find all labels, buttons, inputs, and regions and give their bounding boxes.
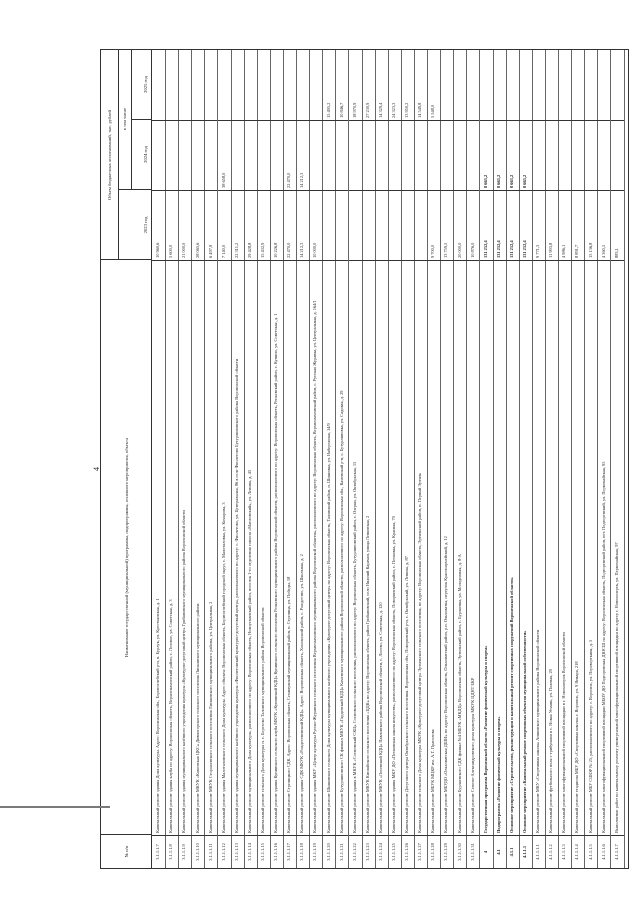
row-value-2023: 9 700,0 bbox=[427, 190, 440, 260]
row-value-2025 bbox=[519, 50, 532, 120]
table-row bbox=[165, 50, 179, 868]
row-value-2025 bbox=[178, 50, 191, 120]
row-name: Капитальный ремонт МБУК МЦКР им. А.Т. Прасолова bbox=[427, 260, 440, 835]
row-name: Капитальный ремонт здания МКУ ДО «Песковская школа искусств», расположенного по адресу: Воронежская область, Поворинский район, с. Песковка, ул. Красная, 70 bbox=[388, 260, 401, 835]
row-value-2023 bbox=[349, 190, 362, 260]
row-value-2025 bbox=[244, 50, 257, 120]
row-value-2024 bbox=[611, 120, 624, 190]
row-number: 3.1.1.1.15 bbox=[257, 835, 270, 868]
row-value-2023: 9 771,3 bbox=[532, 190, 545, 260]
row-value-2025: 14 329,4 bbox=[377, 102, 383, 118]
table-row bbox=[427, 50, 441, 868]
row-name: Государственная программа Воронежской области «Развитие физической культуры и спорта» bbox=[480, 260, 493, 835]
row-value-2025 bbox=[204, 50, 217, 120]
row-value-2025 bbox=[545, 50, 558, 120]
table-row bbox=[466, 50, 480, 868]
row-number: 3.1.1.1.23 bbox=[362, 835, 375, 868]
row-name: Основное мероприятие «Капитальный ремонт спортивных объектов муниципальной собственности» bbox=[519, 260, 532, 835]
row-name: Капитальный ремонт здания клуба по адресу: Воронежская область, Верхнемамонский район, с. Лозовое, ул. Советская, д. 3 bbox=[165, 260, 178, 835]
row-number: 3.1.1.1.7 bbox=[152, 835, 165, 868]
table-row bbox=[545, 50, 559, 868]
table-row bbox=[283, 50, 297, 868]
row-value-2025 bbox=[440, 50, 453, 120]
row-name: Капитальный ремонт Семено-Александровского дома культуры МКУК ЦДНТ БКР bbox=[466, 260, 479, 835]
row-number: 3.1.1.1.14 bbox=[244, 835, 257, 868]
row-value-2024: 8 663,2 bbox=[519, 120, 532, 190]
table-row bbox=[519, 50, 533, 868]
row-name: Капитальный ремонт МКУК Сторожевского сельского поселения Лискинского муниципального района, ул. Центральная, 2 bbox=[204, 260, 217, 835]
header-name: Наименование государственной (муниципальной) программы, подпрограммы, основного мероприятия, объекта bbox=[101, 259, 151, 835]
row-number: 3.1.1.1.8 bbox=[165, 835, 178, 868]
row-number: 3.1.1.1.17 bbox=[283, 835, 296, 868]
row-value-2024 bbox=[532, 120, 545, 190]
table-row bbox=[296, 50, 310, 868]
row-value-2024 bbox=[388, 120, 401, 190]
table-row bbox=[322, 50, 336, 868]
table-row bbox=[506, 50, 520, 868]
row-value-2024 bbox=[558, 120, 571, 190]
table-row bbox=[178, 50, 192, 868]
row-value-2023: 131 252,4 bbox=[506, 190, 519, 260]
table-row bbox=[191, 50, 205, 868]
row-name: Капитальный ремонт Бутурлиновского СК филиал МКУК «Гарденский КДЦ» Каменского муниципального района Воронежской области, расположенного по адресу: Воронежская обл., Каменский р-н, с. Бутурлиновка, ул. Садовая, д. 29 bbox=[335, 260, 348, 835]
row-value-2025 bbox=[597, 50, 610, 120]
row-value-2024 bbox=[453, 120, 466, 190]
row-value-2023: 6 497,9 bbox=[204, 190, 217, 260]
row-value-2024 bbox=[362, 120, 375, 190]
table-row bbox=[231, 50, 245, 868]
row-name: Капитальный ремонт Стрелицкого СДК. Адрес: Воронежская область, Семилукский муниципальный район, п. Стрелица, ул. Победы, 18 bbox=[283, 260, 296, 835]
row-name: Капитальный ремонт МБУ СШОР № 25, расположенного по адресу: г. Воронеж, ул. Переверткина, д. 5 bbox=[584, 260, 597, 835]
row-value-2024 bbox=[571, 120, 584, 190]
row-number: 3.1.1.1.11 bbox=[204, 835, 217, 868]
table-row bbox=[611, 50, 625, 868]
row-value-2025 bbox=[480, 50, 493, 120]
row-value-2025 bbox=[296, 50, 309, 120]
rotated-content bbox=[88, 49, 628, 869]
row-value-2023: 20 000,0 bbox=[453, 190, 466, 260]
row-value-2024: 8 663,2 bbox=[480, 120, 493, 190]
table-row bbox=[414, 50, 428, 868]
table-row bbox=[493, 50, 507, 868]
row-value-2023: 22 470,0 bbox=[283, 190, 296, 260]
row-value-2025 bbox=[218, 50, 231, 120]
row-name: Капитальный ремонт многофункциональной спортивной площадки в г. Новохоперск Воронежской области bbox=[558, 260, 571, 835]
row-value-2023: 131 252,4 bbox=[493, 190, 506, 260]
budget-table bbox=[100, 49, 629, 869]
row-number: 3.1.1.1.20 bbox=[322, 835, 335, 868]
row-number: 3.1.1.1.18 bbox=[296, 835, 309, 868]
row-number: 3.1.1.1.16 bbox=[270, 835, 283, 868]
row-value-2024 bbox=[440, 120, 453, 190]
row-number: 4.1.1.1 bbox=[519, 835, 532, 868]
row-number: 4.1.1.1.6 bbox=[597, 835, 610, 868]
row-number: 3.1.1.1.10 bbox=[191, 835, 204, 868]
row-value-2025 bbox=[571, 50, 584, 120]
header-year-2024: 2024 год bbox=[131, 120, 151, 190]
row-number: 3.1.1.1.19 bbox=[309, 835, 322, 868]
row-value-2025 bbox=[453, 50, 466, 120]
row-value-2025: 15 495,2 bbox=[325, 102, 331, 118]
row-value-2023: 7 140,0 bbox=[218, 190, 231, 260]
header-year-2025: 2025 год bbox=[131, 50, 151, 120]
row-value-2025 bbox=[493, 50, 506, 120]
row-value-2023: 10 960,6 bbox=[152, 190, 165, 260]
table-row bbox=[388, 50, 402, 868]
row-name: Выполнение работ по капитальному ремонту универсальной многофункциональной спортивной площадки по адресу г. Новохоперск, ул. Первомайская, 97 bbox=[611, 260, 624, 835]
row-number: 3.1.1.1.13 bbox=[231, 835, 244, 868]
row-value-2023: 131 252,4 bbox=[519, 190, 532, 260]
row-number: 3.1.1.1.31 bbox=[466, 835, 479, 868]
row-value-2024 bbox=[257, 120, 270, 190]
row-name: Капитальный ремонт МКУ «Спортивная школа» Аннинского муниципального района Воронежской области bbox=[532, 260, 545, 835]
row-number: 3.1.1.1.28 bbox=[427, 835, 440, 868]
row-value-2025 bbox=[152, 50, 165, 120]
row-name: Капитальный ремонт здания Дома культуры. Адрес: Воронежская обл., Борисоглебский р-н, п. Бурлук, ул. Крестьянская, д. 1 bbox=[152, 260, 165, 835]
row-number: 3.1.1.1.27 bbox=[414, 835, 427, 868]
row-name: Капитальный ремонт муниципального Дома культуры, расположенного по адресу: Воронежская область, Новоусманский район, поселок 1-го отделения совхоза «Масловский», ул. Ленина, д. 43 bbox=[244, 260, 257, 835]
table-row bbox=[309, 50, 323, 868]
row-value-2024 bbox=[375, 120, 388, 190]
row-value-2025 bbox=[506, 50, 519, 120]
row-value-2023: 4 986,1 bbox=[558, 190, 571, 260]
row-value-2024: 22 470,0 bbox=[283, 120, 296, 190]
row-value-2023: 5 600,0 bbox=[165, 190, 178, 260]
row-value-2023: 14 212,3 bbox=[296, 190, 309, 260]
row-number: 4.1.1.1.3 bbox=[558, 835, 571, 868]
row-value-2025: 10 846,7 bbox=[338, 102, 344, 118]
row-value-2025 bbox=[283, 50, 296, 120]
row-number: 3.1.1.1.22 bbox=[349, 835, 362, 868]
table-row bbox=[152, 50, 166, 868]
row-value-2024 bbox=[427, 120, 440, 190]
table-row bbox=[571, 50, 585, 868]
row-value-2025 bbox=[191, 50, 204, 120]
row-value-2023: 10 876,0 bbox=[466, 190, 479, 260]
row-name: Капитальный ремонт здания Купинского сельского клуба МКУК «Купинский КДЦ» Купинского сельского поселения Репьевского муниципального района Воронежской области, расположенного по адресу: Воронежская область, Репьевский район, с. Купино, ул. Советская, д. 1 bbox=[270, 260, 283, 835]
row-value-2024: 8 663,2 bbox=[493, 120, 506, 190]
table-row bbox=[335, 50, 349, 868]
row-name: Капитальный ремонт здания МКУ «Центр культуры Русско-Журавского сельского поселения Верхнемамонского муниципального района Воронежской области», расположенного по адресу: Воронежская область, Верхнемамонский район, с. Русская Журавка, ул. Центральная, д. 164/1 bbox=[309, 260, 322, 835]
row-name: Капитальный ремонт сельского Дома культуры МКУК «Культурно-досуговый центр» Эртильского сельского поселения, по адресу: Воронежская область, Эртильский район, п. Первый Эртиль bbox=[414, 260, 427, 835]
header-including: в том числе bbox=[118, 49, 132, 190]
row-number: 3.1.1.1.26 bbox=[401, 835, 414, 868]
row-name: Капитальный ремонт Бурляевского СДК филиал №4 МБУК «МКДЦ» Воронежская область, Эртильский район, с. Бурляевка, ул. Молодежная, д. 8-А bbox=[453, 260, 466, 835]
row-name: Капитальный ремонт МКУК «Каменская ЦКС» Дивногорского сельского поселения Лискинского муниципального района bbox=[191, 260, 204, 835]
header-volume: Объем бюджетных ассигнований, тыс. рублей bbox=[101, 50, 119, 260]
table-row bbox=[257, 50, 271, 868]
header-volume-group bbox=[101, 50, 151, 260]
row-value-2023: 11 993,8 bbox=[545, 190, 558, 260]
row-name: Капитальный ремонт Досугового центра Октябрьского сельского поселения. Воронежская обл., Поворинский р-н, с. Октябрьский, ул. Ленина, д. 87 bbox=[401, 260, 414, 835]
row-value-2024 bbox=[309, 120, 322, 190]
row-number: 4 bbox=[480, 835, 493, 868]
row-value-2023 bbox=[375, 190, 388, 260]
table-row bbox=[218, 50, 232, 868]
row-name: Капитальный ремонт здания Малоталовского сельского Дома культуры. Адрес объекта: Воронежская область, Борисоглебский городской округ, с. Малоталовка, ул. Комарова, 3 bbox=[218, 260, 231, 835]
table-row bbox=[440, 50, 454, 868]
row-value-2024 bbox=[335, 120, 348, 190]
row-number: 4.1.1.1.5 bbox=[584, 835, 597, 868]
row-value-2023 bbox=[414, 190, 427, 260]
row-value-2024 bbox=[414, 120, 427, 190]
row-value-2024 bbox=[597, 120, 610, 190]
table-row bbox=[244, 50, 258, 868]
table-row bbox=[597, 50, 611, 868]
row-number: 4.1.1.1.4 bbox=[571, 835, 584, 868]
row-value-2023: 15 432,9 bbox=[257, 190, 270, 260]
row-value-2023: 22 311,2 bbox=[231, 190, 244, 260]
row-number: 3.1.1.1.25 bbox=[388, 835, 401, 868]
row-name: Капитальный ремонт здания СДК МКУК «Рождественский КДЦ». Адрес: Воронежская область, Хохольский район, с. Рождество, ул. Школьная, д. 2 bbox=[296, 260, 309, 835]
row-value-2023 bbox=[401, 190, 414, 260]
row-name: Капитальный ремонт Шишовского сельского Дома культуры муниципального казённого учреждения «Культурно-досуговый центр» по адресу: Воронежская область, Таловский район, п. Шишовка, ул. Набережная, 14/9 bbox=[322, 260, 335, 835]
row-value-2025 bbox=[257, 50, 270, 120]
row-value-2024: 8 663,2 bbox=[506, 120, 519, 190]
row-number: 3.1.1.1.9 bbox=[178, 835, 191, 868]
row-value-2023 bbox=[322, 190, 335, 260]
row-value-2025: 27 230,9 bbox=[364, 102, 370, 118]
table-row bbox=[558, 50, 572, 868]
row-name: Основное мероприятие «Строительство, реконструкция и капитальный ремонт спортивных сооружений Воронежской области» bbox=[506, 260, 519, 835]
page-number: 4 bbox=[92, 467, 101, 471]
row-value-2023 bbox=[388, 190, 401, 260]
row-value-2024 bbox=[545, 120, 558, 190]
row-value-2023: 4 360,5 bbox=[597, 190, 610, 260]
row-value-2024: 38 658,0 bbox=[218, 120, 231, 190]
row-name: Капитальный ремонт здания муниципального казённого учреждения культуры «Культурно-досуговый центр» Грибановского муниципального района Воронежской области bbox=[178, 260, 191, 835]
table-row bbox=[480, 50, 494, 868]
table-row bbox=[204, 50, 218, 868]
table-row bbox=[453, 50, 467, 868]
row-number: 3.1.1.1.29 bbox=[440, 835, 453, 868]
table-row bbox=[532, 50, 546, 868]
row-number: 4.1.1 bbox=[506, 835, 519, 868]
row-value-2024 bbox=[244, 120, 257, 190]
row-value-2023: 8 891,7 bbox=[571, 190, 584, 260]
row-value-2024: 14 212,3 bbox=[296, 120, 309, 190]
row-name: Капитальный ремонт сельского Дома культуры п. с. Березово Таловского муниципального района Воронежской области bbox=[257, 260, 270, 835]
row-name: Капитальный ремонт здания муниципального казённого учреждения культуры «Фиолетовский культурно-досуговый центр», расположенного по адресу: с. Фиолетово, ул. Центральная, 86 в селе Фиолетово Бутурлиновского района Воронежской области bbox=[231, 260, 244, 835]
row-value-2024 bbox=[322, 120, 335, 190]
row-number: 3.1.1.1.21 bbox=[335, 835, 348, 868]
row-value-2024 bbox=[231, 120, 244, 190]
table-header bbox=[101, 50, 152, 868]
row-value-2025: 18 970,9 bbox=[351, 102, 357, 118]
row-value-2024 bbox=[401, 120, 414, 190]
row-number: 4.1.1.1.7 bbox=[611, 835, 624, 868]
row-value-2024 bbox=[191, 120, 204, 190]
row-value-2024 bbox=[270, 120, 283, 190]
row-number: 4.1.1.1.2 bbox=[545, 835, 558, 868]
row-value-2024 bbox=[584, 120, 597, 190]
row-name: Капитальный ремонт МКУК Кисляйского сельского поселения «ЦДК» по адресу: Воронежская область, район Грибановский, село Нижний Карачан, улица Ленинская, 2 bbox=[362, 260, 375, 835]
row-value-2025 bbox=[270, 50, 283, 120]
row-value-2025: 13 950,2 bbox=[404, 102, 410, 118]
row-value-2025 bbox=[165, 50, 178, 120]
row-value-2023: 29 428,8 bbox=[244, 190, 257, 260]
row-value-2025 bbox=[611, 50, 624, 120]
row-value-2024 bbox=[152, 120, 165, 190]
row-name: Капитальный ремонт стадиона МБУ ДО «Спортивная школа» г. Воронеж, ул. 9 Января, 218 bbox=[571, 260, 584, 835]
row-name: Подпрограмма «Развитие физической культуры и спорта» bbox=[493, 260, 506, 835]
row-value-2024 bbox=[165, 120, 178, 190]
header-year-2023: 2023 год bbox=[143, 216, 148, 234]
row-value-2024 bbox=[466, 120, 479, 190]
row-value-2023: 883,1 bbox=[611, 190, 624, 260]
row-value-2025 bbox=[231, 50, 244, 120]
scan-edge-line bbox=[0, 806, 110, 808]
row-value-2025 bbox=[466, 50, 479, 120]
row-name: Капитальный ремонт МКУК «Лосевский КДЦ» Павловского района Воронежской области, с. Лосево, ул. Советская, д. 120 bbox=[375, 260, 388, 835]
row-name: Капитальный ремонт футбольного поля с трибунами в с. Новая Усмань, ул. Полевая, 29 bbox=[545, 260, 558, 835]
row-value-2023 bbox=[335, 190, 348, 260]
row-number: 4.1 bbox=[493, 835, 506, 868]
row-value-2024 bbox=[204, 120, 217, 190]
row-number: 3.1.1.1.30 bbox=[453, 835, 466, 868]
row-value-2023: 13 759,5 bbox=[440, 190, 453, 260]
row-value-2024 bbox=[349, 120, 362, 190]
table-row bbox=[349, 50, 363, 868]
table-row bbox=[401, 50, 415, 868]
row-value-2023: 131 252,4 bbox=[480, 190, 493, 260]
row-number: 3.1.1.1.24 bbox=[375, 835, 388, 868]
row-value-2025 bbox=[309, 50, 322, 120]
table-row bbox=[362, 50, 376, 868]
header-number: № п/п bbox=[101, 834, 151, 868]
row-value-2023: 10 000,0 bbox=[309, 190, 322, 260]
row-value-2025: 5 548,0 bbox=[430, 104, 436, 118]
row-value-2025 bbox=[532, 50, 545, 120]
row-value-2023: 15 136,8 bbox=[584, 190, 597, 260]
row-name: Капитальный ремонт многофункциональной спортивной площадки МБОУ ДО Подгоренская ДЮСШ по адресу: Воронежская область, Подгоренский район, пгт. Подгоренский, ул. Первомайская, 95 bbox=[597, 260, 610, 835]
row-name: Капитальный ремонт МБУДО «Ольховатская ДШИ» по адресу: Воронежская область, Ольховатский район, р.п. Ольховатка, переулок Красноармейский, д. 12 bbox=[440, 260, 453, 835]
row-value-2025 bbox=[558, 50, 571, 120]
table-row bbox=[584, 50, 598, 868]
row-number: 3.1.1.1.12 bbox=[218, 835, 231, 868]
table-row bbox=[270, 50, 284, 868]
row-value-2023: 10 226,8 bbox=[270, 190, 283, 260]
row-value-2024 bbox=[178, 120, 191, 190]
table-row bbox=[375, 50, 389, 868]
row-value-2025: 24 323,3 bbox=[391, 102, 397, 118]
row-value-2023: 21 000,0 bbox=[178, 190, 191, 260]
row-value-2025: 14 549,8 bbox=[417, 102, 423, 118]
row-number: 4.1.1.1.1 bbox=[532, 835, 545, 868]
row-value-2023 bbox=[362, 190, 375, 260]
row-value-2025 bbox=[584, 50, 597, 120]
row-name: Капитальный ремонт здания в МКУК «Сосновский СКЦ» Сосновского сельского поселения, расположенного по адресу: Воронежская область, Бутурлиновский район, с. Озерки, ул. Октябрьская, 15 bbox=[349, 260, 362, 835]
row-value-2023: 28 065,6 bbox=[191, 190, 204, 260]
